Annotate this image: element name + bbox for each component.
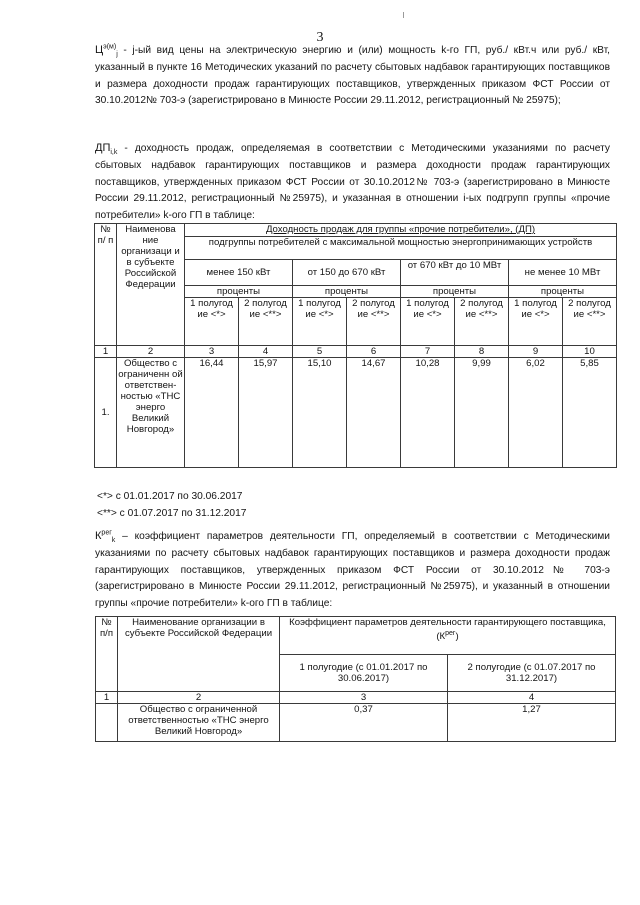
unit-header-2: проценты <box>293 286 401 298</box>
half2-header: 2 полугод ие <**> <box>455 298 509 346</box>
profitability-symbol: $ДП_{i,k}$ <box>95 142 118 157</box>
page-number: 3 <box>316 30 324 45</box>
index-cell: 5 <box>293 346 347 358</box>
index-cell: 10 <box>563 346 617 358</box>
column-index-row <box>96 692 616 704</box>
group-header-3: от 670 кВт до 10 МВт <box>401 260 509 286</box>
col-org-header: Наименование организации в субъекте Российской Федерации <box>118 617 280 692</box>
profitability-definition-paragraph <box>95 140 610 225</box>
index-cell: 1 <box>95 346 117 358</box>
row-org-name: Общество с ограниченн ой ответствен- ностью «ТНС энерго Великий Новгород» <box>117 358 185 468</box>
row-num: 1. <box>95 358 117 468</box>
index-cell: 1 <box>96 692 118 704</box>
half2-header: 2 полугод ие <**> <box>239 298 293 346</box>
index-cell: 7 <box>401 346 455 358</box>
value-cell: 5,85 <box>563 358 617 468</box>
group-header-1: менее 150 кВт <box>185 260 293 286</box>
half1-header: 1 полугодие (с 01.01.2017 по 30.06.2017) <box>280 655 448 692</box>
coefficient-symbol: $К^{рег}_k$ <box>95 529 116 545</box>
index-cell: 8 <box>455 346 509 358</box>
value-cell: 0,37 <box>280 704 448 742</box>
row-org-name: Общество с ограниченной ответственностью «ТНС энерго Великий Новгород» <box>118 704 280 742</box>
subgroup-header: подгруппы потребителей с максимальной мощностью энергопринимающих устройств <box>185 237 617 260</box>
unit-header-4: проценты <box>509 286 617 298</box>
group-header-4: не менее 10 МВт <box>509 260 617 286</box>
scan-artifact <box>403 12 404 18</box>
value-cell: 10,28 <box>401 358 455 468</box>
table-row <box>96 704 616 742</box>
index-cell: 3 <box>280 692 448 704</box>
half2-header: 2 полугод ие <**> <box>347 298 401 346</box>
value-cell: 1,27 <box>448 704 616 742</box>
column-index-row <box>95 346 617 358</box>
col-org-header: Наименова ние организаци и в субъекте Российской Федерации <box>117 224 185 346</box>
unit-header-1: проценты <box>185 286 293 298</box>
half1-header: 1 полугод ие <*> <box>185 298 239 346</box>
half2-header: 2 полугод ие <**> <box>563 298 617 346</box>
value-cell: 9,99 <box>455 358 509 468</box>
table-row <box>95 358 617 468</box>
unit-header-3: проценты <box>401 286 509 298</box>
col-num-header: № п/ п <box>95 224 117 346</box>
half1-header: 1 полугод ие <*> <box>401 298 455 346</box>
index-cell: 6 <box>347 346 401 358</box>
profitability-definition-text: - доходность продаж, определяемая в соответствии с Методическими указаниями по расчету сбытовых надбавок гарантирующих поставщиков и размера доходности продаж гарантирующих поставщиков, утвержденных приказом ФСТ России от 30.10.2012№ 703-э (зарегистрировано в Минюсте России 29.11.2012, регистрационный №25975), и указанная в отношении i-ых подгрупп группы «прочие потребители» k-ого ГП в таблице: <box>95 143 610 222</box>
row-num <box>96 704 118 742</box>
half1-header: 1 полугод ие <*> <box>509 298 563 346</box>
half2-header: 2 полугодие (с 01.07.2017 по 31.12.2017) <box>448 655 616 692</box>
price-symbol: $Ц^{э(м)}_j$ <box>95 43 118 59</box>
coefficient-definition-text: – коэффициент параметров деятельности ГП, определяемый в соответствии с Методическими указаниями по расчету сбытовых надбавок гарантирующих поставщиков и размера доходности продаж гарантирующих поставщиков, утвержденных приказом ФСТ России от 30.10.2012№ 703-э (зарегистрировано в Минюсте России 29.11.2012, регистрационный №25975), и указанный в отношении группы «прочие потребители» k-ого ГП в таблице: <box>95 531 610 610</box>
col-num-header: № п/п <box>96 617 118 692</box>
index-cell: 9 <box>509 346 563 358</box>
price-definition-text: - j-ый вид цены на электрическую энергию и (или) мощность k-го ГП, руб./ кВт.ч или руб./ кВт, указанный в пункте 16 Методических указаний по расчету сбытовых надбавок гарантирующих поставщиков и размера доходности продаж гарантирующих поставщиков, утвержденных приказом ФСТ России от 30.10.2012№ 703-э (зарегистрировано в Минюсте России 29.11.2012, регистрационный № 25975); <box>95 45 610 107</box>
price-definition-paragraph <box>95 42 610 110</box>
value-cell: 14,67 <box>347 358 401 468</box>
index-cell: 4 <box>239 346 293 358</box>
coefficient-table <box>95 616 616 742</box>
value-cell: 15,97 <box>239 358 293 468</box>
footnote-first-half: <*> с 01.01.2017 по 30.06.2017 <box>97 491 243 502</box>
index-cell: 3 <box>185 346 239 358</box>
coefficient-main-header: Коэффициент параметров деятельности гарантирующего поставщика, $(К^{рег})$ <box>280 617 616 655</box>
index-cell: 4 <box>448 692 616 704</box>
footnote-second-half: <**> с 01.07.2017 по 31.12.2017 <box>97 508 247 519</box>
index-cell: 2 <box>117 346 185 358</box>
index-cell: 2 <box>118 692 280 704</box>
value-cell: 16,44 <box>185 358 239 468</box>
group-header-2: от 150 до 670 кВт <box>293 260 401 286</box>
value-cell: 15,10 <box>293 358 347 468</box>
half1-header: 1 полугод ие <*> <box>293 298 347 346</box>
profitability-main-header: Доходность продаж для группы «прочие потребители», (ДП) <box>185 224 617 237</box>
value-cell: 6,02 <box>509 358 563 468</box>
profitability-table <box>94 223 617 468</box>
coefficient-definition-paragraph <box>95 528 610 613</box>
